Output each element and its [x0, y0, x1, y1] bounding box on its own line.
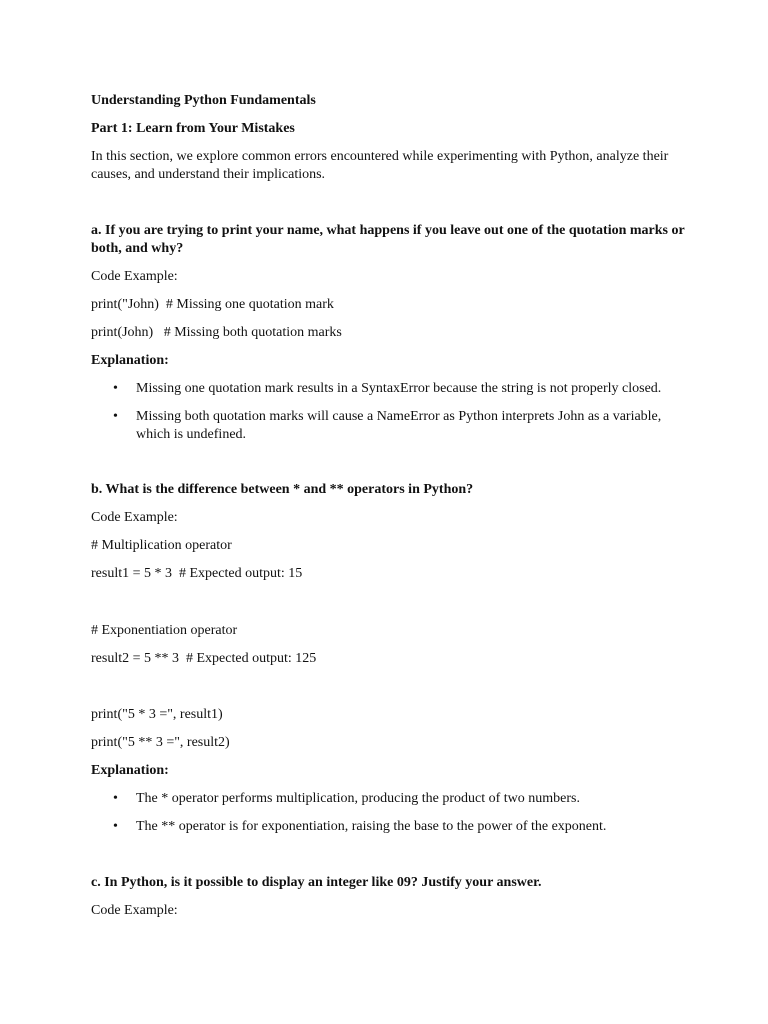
code-label-c: Code Example:: [91, 903, 178, 918]
code-line-a-2: print(John) # Missing both quotation marks: [91, 325, 342, 340]
code-line-b-5: print("5 * 3 =", result1): [91, 707, 223, 722]
intro-paragraph: In this section, we explore common errors encountered while experimenting with Python, analyze their causes, and understand their implications.: [91, 149, 669, 182]
code-line-b-4: result2 = 5 ** 3 # Expected output: 125: [91, 651, 317, 666]
code-line-a-1: print("John) # Missing one quotation mark: [91, 297, 334, 312]
code-line-b-1: # Multiplication operator: [91, 538, 232, 553]
bullet-text: The * operator performs multiplication, producing the product of two numbers.: [136, 791, 581, 806]
explanation-label-a: Explanation:: [91, 353, 169, 368]
code-label-a: Code Example:: [91, 269, 178, 284]
code-line-b-6: print("5 ** 3 =", result2): [91, 735, 230, 750]
part1-heading: Part 1: Learn from Your Mistakes: [91, 121, 295, 136]
bullet-text: Missing both quotation marks will cause a NameError as Python interprets John as a variable, which is undefined.: [136, 409, 662, 442]
bullet-text: The ** operator is for exponentiation, raising the base to the power of the exponent.: [136, 819, 607, 834]
question-b: b. What is the difference between * and ** operators in Python?: [91, 482, 474, 497]
bullet-text: Missing one quotation mark results in a SyntaxError because the string is not properly closed.: [136, 381, 662, 396]
document-title: Understanding Python Fundamentals: [91, 93, 316, 108]
explanation-label-b: Explanation:: [91, 763, 169, 778]
bullet-icon: •: [113, 409, 118, 424]
bullet-icon: •: [113, 381, 118, 396]
bullet-icon: •: [113, 791, 118, 806]
bullet-icon: •: [113, 819, 118, 834]
code-label-b: Code Example:: [91, 510, 178, 525]
code-line-b-3: # Exponentiation operator: [91, 623, 238, 638]
question-a: a. If you are trying to print your name, what happens if you leave out one of the quotation marks or both, and why?: [91, 223, 685, 256]
question-c: c. In Python, is it possible to display an integer like 09? Justify your answer.: [91, 875, 542, 890]
code-line-b-2: result1 = 5 * 3 # Expected output: 15: [91, 566, 303, 581]
